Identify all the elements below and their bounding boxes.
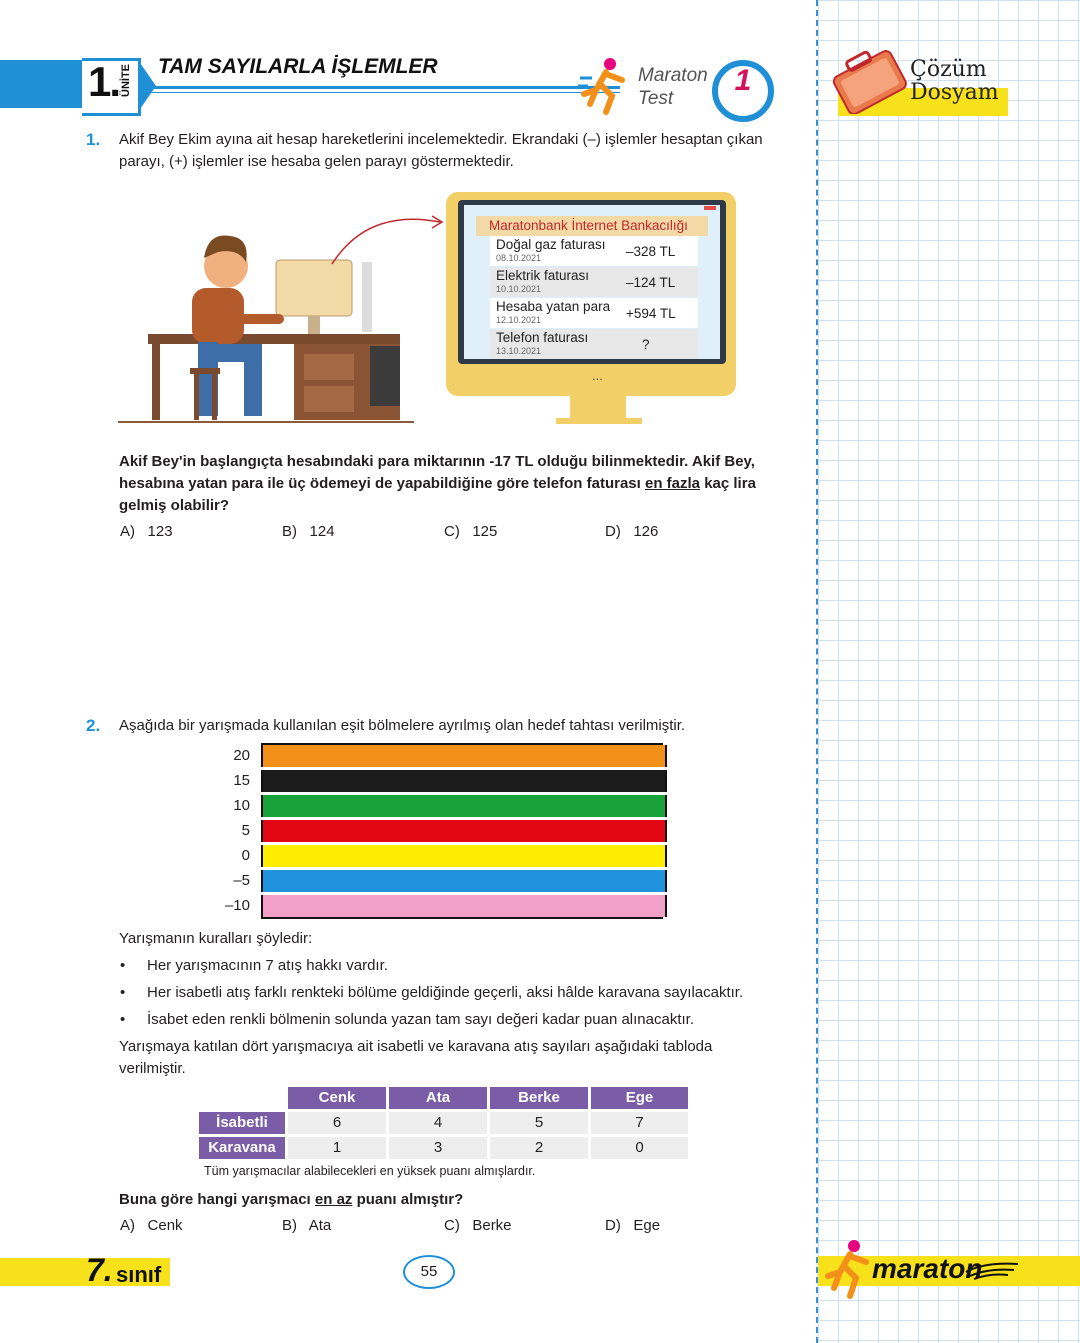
table-cell: 1: [288, 1137, 386, 1159]
header-rule-thin: [150, 92, 620, 93]
wing-icon: [964, 1262, 1020, 1280]
header-rule: [150, 86, 620, 89]
transaction-row: [490, 298, 698, 328]
table-cell: 7: [591, 1112, 688, 1134]
briefcase-icon: [828, 44, 908, 114]
question-2-stem: Buna göre hangi yarışmacı en az puanı almıştır?: [119, 1191, 464, 1208]
bullet-icon: •: [120, 1011, 126, 1028]
board-band: [261, 795, 667, 817]
grade-word: sınıf: [116, 1262, 162, 1287]
table-note: Tüm yarışmacılar alabilecekleri en yüksek puanı almışlardır.: [204, 1164, 536, 1178]
option-c[interactable]: C) 125: [444, 523, 498, 540]
table-cell: 5: [490, 1112, 588, 1134]
test-number: 1: [734, 64, 752, 97]
monitor-stand: [570, 396, 626, 420]
solution-grid-panel: [816, 0, 1080, 1343]
table-cell: 6: [288, 1112, 386, 1134]
board-value-label: 5: [241, 822, 250, 839]
transaction-title: Hesaba yatan para: [496, 299, 611, 314]
solution-label: Çözüm Dosyam: [910, 57, 999, 105]
question-2-intro: Aşağıda bir yarışmada kullanılan eşit bölmelere ayrılmış olan hedef tahtası verilmiştir.: [119, 717, 686, 734]
table-header: Ege: [591, 1087, 688, 1109]
transaction-title: Doğal gaz faturası: [496, 237, 606, 252]
runner-logo-icon: [576, 54, 636, 116]
transaction-amount: –124 TL: [626, 275, 676, 290]
unit-number: 1.: [88, 58, 120, 105]
option-b[interactable]: B) 124: [282, 523, 335, 540]
pointer-arrow: [328, 212, 448, 268]
board-value-label: 20: [233, 747, 250, 764]
rule-item: İsabet eden renkli bölmenin solunda yazan tam sayı değeri kadar puan alınacaktır.: [147, 1011, 695, 1028]
bullet-icon: •: [120, 957, 126, 974]
table-cell: 3: [389, 1137, 487, 1159]
monitor-dots: ...: [592, 368, 603, 383]
option-d[interactable]: D) 126: [605, 523, 659, 540]
board-value-label: 15: [233, 772, 250, 789]
table-intro: Yarışmaya katılan dört yarışmacıya ait isabetli ve karavana atış sayıları aşağıdaki tabloda verilmiştir.: [119, 1038, 713, 1077]
series-label: Maraton Test: [638, 65, 708, 109]
transaction-date: 08.10.2021: [496, 253, 542, 263]
board-band: [261, 745, 667, 767]
board-band: [261, 820, 667, 842]
transaction-amount: ?: [642, 337, 650, 352]
board-value-label: –5: [233, 872, 250, 889]
transaction-date: 10.10.2021: [496, 284, 542, 294]
emphasis: en fazla: [645, 475, 701, 492]
page-title: TAM SAYILARLA İŞLEMLER: [158, 55, 438, 78]
table-header: Berke: [490, 1087, 588, 1109]
transaction-title: Elektrik faturası: [496, 268, 590, 283]
rule-item: Her isabetli atış farklı renkteki bölüme geldiğinde geçerli, aksi hâlde karavana sayılacaktır.: [147, 984, 744, 1001]
option-b[interactable]: B) Ata: [282, 1217, 332, 1234]
board-value-label: 10: [233, 797, 250, 814]
rules-intro: Yarışmanın kuralları şöyledir:: [119, 930, 313, 947]
table-cell: 0: [591, 1137, 688, 1159]
question-1-stem: Akif Bey'in başlangıçta hesabındaki para miktarının -17 TL olduğu bilinmektedir. Akif Bey, hesabına yatan para ile üç ödemeyi de yapabildiğine göre telefon faturası en fazla kaç lira gelmiş olabilir?: [119, 453, 756, 514]
grade-number: 7.: [86, 1252, 113, 1288]
transaction-row: [490, 236, 698, 266]
runner-logo-icon: [820, 1236, 876, 1302]
question-1-number: 1.: [86, 130, 101, 149]
board-bottom-border: [261, 917, 663, 919]
table-cell: 2: [490, 1137, 588, 1159]
question-1-intro: Akif Bey Ekim ayına ait hesap hareketlerini incelemektedir. Ekrandaki (–) işlemler hesaptan çıkan parayı, (+) işlemler ise hesaba gelen parayı göstermektedir.: [119, 131, 763, 170]
brand-logo: maraton: [872, 1253, 983, 1284]
rule-item: Her yarışmacının 7 atış hakkı vardır.: [147, 957, 388, 974]
board-band: [261, 895, 667, 917]
board-band: [261, 770, 667, 792]
page-number: 55: [403, 1255, 455, 1289]
bullet-icon: •: [120, 984, 126, 1001]
transaction-row: [490, 329, 698, 359]
transaction-row: [490, 267, 698, 297]
table-row-label: Karavana: [199, 1137, 285, 1159]
option-d[interactable]: D) Ege: [605, 1217, 661, 1234]
question-2-number: 2.: [86, 716, 101, 735]
board-band: [261, 845, 667, 867]
transaction-date: 12.10.2021: [496, 315, 542, 325]
option-c[interactable]: C) Berke: [444, 1217, 512, 1234]
table-header: Cenk: [288, 1087, 386, 1109]
transaction-amount: –328 TL: [626, 244, 676, 259]
board-band: [261, 870, 667, 892]
table-header: Ata: [389, 1087, 487, 1109]
option-a[interactable]: A) Cenk: [120, 1217, 183, 1234]
transaction-amount: +594 TL: [626, 306, 676, 321]
monitor-stand-base: [556, 418, 642, 424]
window-close-icon: [704, 206, 716, 210]
bank-screen-header: Maratonbank İnternet Bankacılığı: [476, 216, 708, 236]
board-value-label: –10: [224, 897, 250, 914]
board-value-label: 0: [241, 847, 250, 864]
transaction-title: Telefon faturası: [496, 330, 589, 345]
table-cell: 4: [389, 1112, 487, 1134]
transaction-date: 13.10.2021: [496, 346, 542, 356]
emphasis: en az: [314, 1191, 353, 1208]
unit-word: ÜNİTE: [120, 64, 132, 97]
option-a[interactable]: A) 123: [120, 523, 173, 540]
table-row-label: İsabetli: [199, 1112, 285, 1134]
